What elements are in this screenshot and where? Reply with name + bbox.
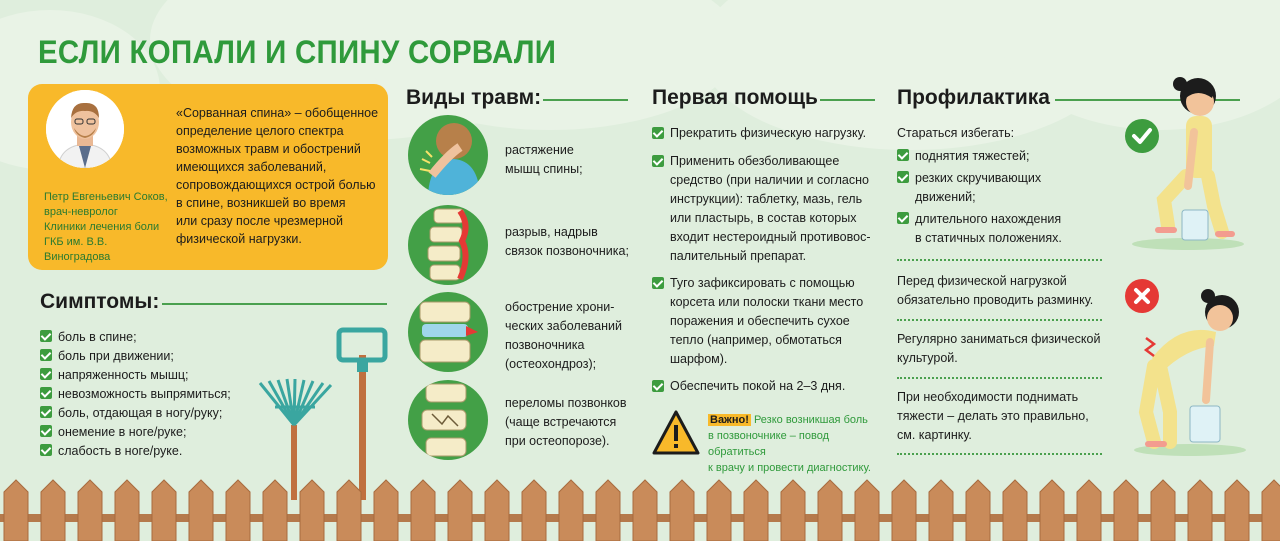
list-item <box>40 423 231 442</box>
dotted-divider <box>897 453 1102 455</box>
doctor-quote <box>176 104 386 248</box>
doctor-name-line: врач-невролог <box>44 206 118 218</box>
list-item <box>40 366 231 385</box>
aid-text-line: тепло (например, обмотаться <box>670 333 842 347</box>
checkbox-icon <box>40 425 52 437</box>
warning-line: в позвоночнике – повод обратиться <box>708 430 830 458</box>
injury-item <box>505 141 645 179</box>
dotted-divider <box>897 377 1102 379</box>
checkbox-icon <box>897 212 909 224</box>
checkbox-icon <box>40 349 52 361</box>
quote-line: или сразу после чрезмерной <box>176 214 343 228</box>
list-item <box>40 404 231 423</box>
warning-line: Резко возникшая боль <box>750 414 868 426</box>
warning-note <box>652 410 882 474</box>
quote-line: имеющихся заболеваний, <box>176 160 327 174</box>
fence-picket <box>559 480 583 541</box>
page-title: ЕСЛИ КОПАЛИ И СПИНУ СОРВАЛИ <box>38 34 557 70</box>
list-item <box>897 169 1062 207</box>
doctor-name-line: ГКБ им. В.В. Виноградова <box>44 236 111 263</box>
fence-picket <box>300 480 324 541</box>
warning-text <box>708 412 884 476</box>
aid-text-line: Обеспечить покой на 2–3 дня. <box>670 379 846 393</box>
injury-text-line: позвоночника <box>505 338 585 352</box>
fence-picket <box>744 480 768 541</box>
aid-text-line: Туго зафиксировать с помощью <box>670 276 855 290</box>
symptom-text: напряженность мышц; <box>58 368 189 382</box>
doctor-name-line: Петр Евгеньевич Соков, <box>44 191 168 203</box>
aid-text-line: палительный препарат. <box>670 249 807 263</box>
avoid-text-line: поднятия тяжестей; <box>915 149 1030 163</box>
prevention-tip <box>897 272 1107 310</box>
checkbox-icon <box>40 444 52 456</box>
fence-picket <box>78 480 102 541</box>
fence-picket <box>781 480 805 541</box>
symptoms-heading: Симптомы: <box>40 290 160 313</box>
injury-text-line: (остеохондроз); <box>505 357 597 371</box>
avoid-text-line: длительного нахождения <box>915 212 1062 226</box>
disc-icon <box>408 292 488 372</box>
list-item <box>40 385 231 404</box>
fence-picket <box>337 480 361 541</box>
fence-picket <box>855 480 879 541</box>
doctor-name-line: Клиники лечения боли <box>44 221 160 233</box>
section-divider <box>820 99 875 101</box>
tip-text-line: культурой. <box>897 351 958 365</box>
symptom-text: слабость в ноге/руке. <box>58 444 183 458</box>
injury-text-line: ческих заболеваний <box>505 319 622 333</box>
checkbox-icon <box>40 368 52 380</box>
incorrect-lifting-figure-icon <box>1130 282 1252 458</box>
fence-picket <box>1114 480 1138 541</box>
symptom-text: боль, отдающая в ногу/руку; <box>58 406 223 420</box>
injury-text-line: мышц спины; <box>505 162 583 176</box>
vertebra-fracture-icon <box>408 380 488 460</box>
injury-text-line: связок позвоночника; <box>505 244 629 258</box>
fence-picket <box>411 480 435 541</box>
aid-text-line: корсета или полоски ткани место <box>670 295 864 309</box>
aid-text-line: входит нестероидный противовос- <box>670 230 871 244</box>
symptom-text: невозможность выпрямиться; <box>58 387 231 401</box>
list-item <box>897 147 1062 166</box>
fence-picket <box>115 480 139 541</box>
checkbox-icon <box>652 380 664 392</box>
warning-icon <box>652 410 700 456</box>
fence-picket <box>670 480 694 541</box>
avoid-text-line: резких скручивающих <box>915 171 1042 185</box>
first-aid-heading: Первая помощь <box>652 86 818 109</box>
avoid-list <box>897 147 1062 248</box>
checkbox-icon <box>652 155 664 167</box>
warning-label: Важно! <box>710 414 749 426</box>
list-item <box>897 210 1062 248</box>
fence-picket <box>226 480 250 541</box>
injury-item <box>505 394 645 451</box>
symptom-text: боль в спине; <box>58 330 137 344</box>
avoid-text-line: движений; <box>915 190 976 204</box>
injuries-heading: Виды травм: <box>406 86 542 109</box>
doctor-avatar <box>46 90 124 168</box>
symptom-text: онемение в ноге/руке; <box>58 425 187 439</box>
correct-lifting-figure-icon <box>1128 76 1250 252</box>
fence-picket <box>1151 480 1175 541</box>
fence-picket <box>1003 480 1027 541</box>
tip-text-line: Регулярно заниматься физической <box>897 332 1101 346</box>
dotted-divider <box>897 319 1102 321</box>
prevention-tip <box>897 388 1107 445</box>
checkbox-icon <box>897 171 909 183</box>
avoid-text-line: в статичных положениях. <box>915 231 1062 245</box>
prevention-tip <box>897 330 1107 368</box>
fence-picket <box>633 480 657 541</box>
aid-text-line: поражения и обеспечить сухое <box>670 314 850 328</box>
quote-line: определение целого спектра <box>176 124 344 138</box>
fence-picket <box>1262 480 1280 541</box>
first-aid-item <box>652 124 877 143</box>
injury-item <box>505 298 645 374</box>
tip-text-line: см. картинку. <box>897 428 972 442</box>
fence-picket <box>929 480 953 541</box>
prevention-intro: Стараться избегать: <box>897 126 1015 140</box>
checkbox-icon <box>652 127 664 139</box>
garden-tools-icon <box>255 325 395 500</box>
doctor-portrait-icon <box>46 90 124 168</box>
fence-picket <box>448 480 472 541</box>
aid-text-line: средство (при наличии и согласно <box>670 173 869 187</box>
injury-text-line: переломы позвонков <box>505 396 627 410</box>
symptom-text: боль при движении; <box>58 349 174 363</box>
injury-text-line: разрыв, надрыв <box>505 225 598 239</box>
fence-picket <box>818 480 842 541</box>
section-divider <box>543 99 628 101</box>
fence-picket <box>966 480 990 541</box>
section-divider <box>162 303 387 305</box>
aid-text-line: инструкции): таблетку, мазь, гель <box>670 192 863 206</box>
aid-text-line: Применить обезболивающее <box>670 154 840 168</box>
warning-line: к врачу и провести диагностику. <box>708 462 871 474</box>
aid-text-line: Прекратить физическую нагрузку. <box>670 126 867 140</box>
fence-picket <box>1188 480 1212 541</box>
dotted-divider <box>897 259 1102 261</box>
fence-picket <box>522 480 546 541</box>
tip-text-line: Перед физической нагрузкой <box>897 274 1067 288</box>
quote-line: в спине, возникшей во время <box>176 196 346 210</box>
list-item <box>40 347 231 366</box>
fence-picket <box>892 480 916 541</box>
checkbox-icon <box>40 406 52 418</box>
spine-ligament-icon <box>408 205 488 285</box>
injury-text-line: при остеопорозе). <box>505 434 610 448</box>
fence-picket <box>485 480 509 541</box>
checkbox-icon <box>40 387 52 399</box>
injury-text-line: (чаще встречаются <box>505 415 617 429</box>
fence-picket <box>707 480 731 541</box>
list-item <box>40 442 231 461</box>
aid-text-line: или пластырь, в состав которых <box>670 211 857 225</box>
fence-picket <box>4 480 28 541</box>
injury-item <box>505 223 645 261</box>
first-aid-item <box>652 274 877 369</box>
first-aid-item <box>652 152 877 266</box>
injury-text-line: растяжение <box>505 143 574 157</box>
tip-text-line: обязательно проводить разминку. <box>897 293 1094 307</box>
quote-line: «Сорванная спина» – обобщенное <box>176 106 379 120</box>
injury-text-line: обострение хрони- <box>505 300 615 314</box>
fence-picket <box>374 480 398 541</box>
fence-picket <box>152 480 176 541</box>
list-item <box>40 328 231 347</box>
fence-picket <box>41 480 65 541</box>
quote-line: физической нагрузки. <box>176 232 302 246</box>
checkbox-icon <box>897 149 909 161</box>
fence-picket <box>263 480 287 541</box>
prevention-heading: Профилактика <box>897 86 1050 109</box>
quote-line: возможных травм и обострений <box>176 142 361 156</box>
fence-picket <box>189 480 213 541</box>
back-muscle-icon <box>408 115 488 195</box>
quote-line: сопровождающихся острой болью <box>176 178 376 192</box>
fence-picket <box>1077 480 1101 541</box>
tip-text-line: При необходимости поднимать <box>897 390 1079 404</box>
tip-text-line: тяжести – делать это правильно, <box>897 409 1089 423</box>
fence-picket <box>596 480 620 541</box>
fence-picket <box>1225 480 1249 541</box>
doctor-name <box>44 190 174 265</box>
fence-picket <box>1040 480 1064 541</box>
first-aid-item <box>652 377 877 396</box>
symptoms-list <box>40 328 231 461</box>
aid-text-line: шарфом). <box>670 352 728 366</box>
checkbox-icon <box>652 277 664 289</box>
fence-icon <box>0 478 1280 541</box>
checkbox-icon <box>40 330 52 342</box>
